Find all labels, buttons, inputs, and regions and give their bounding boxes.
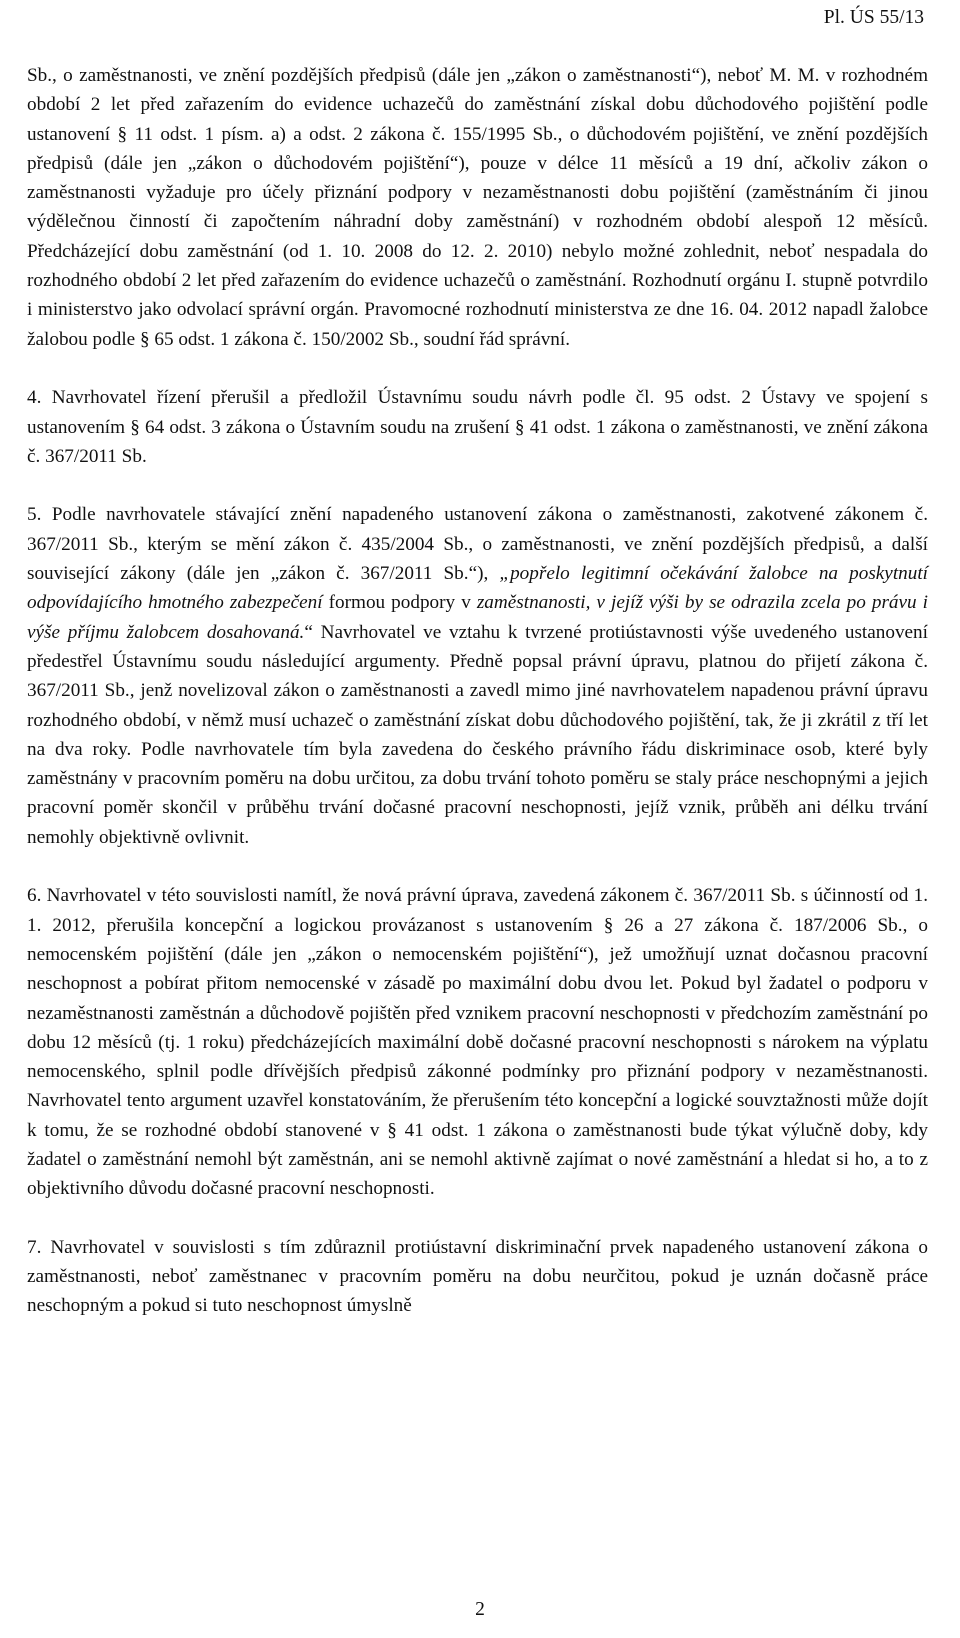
paragraph-5-quote-italic-2: zaměstnanosti, v jejíž výši by se odrazila zcela po právu i výše příjmu žalobcem dosahovaná. [27, 592, 928, 643]
paragraph-4: 4. Navrhovatel řízení přerušil a předložil Ústavnímu soudu návrh podle čl. 95 odst. 2 Ústavy ve spojení s ustanovením § 64 odst. 3 zákona o Ústavním soudu na zrušení § 41 odst. 1 zákona o zaměstnanosti, ve znění zákona č. 367/2011 Sb. [27, 387, 928, 467]
document-body [27, 61, 928, 1350]
paragraph-6: 6. Navrhovatel v této souvislosti namítl, že nová právní úprava, zavedená zákonem č. 367/2011 Sb. s účinností od 1. 1. 2012, přerušila koncepční a logickou provázanost s ustanovením § 26 a 27 zákona č. 187/2006 Sb., o nemocenském pojištění (dále jen „zákon o nemocenském pojištění“), jež umožňují uznat dočasnou pracovní neschopnost a pobírat přitom nemocenské v zásadě po maximální dobu dvou let. Pokud byl žadatel o podporu v nezaměstnanosti zaměstnán a důchodově pojištěn před vznikem pracovní neschopnosti v předchozím zaměstnání po dobu 12 měsíců (tj. 1 roku) předcházejících maximální době dočasné pracovní neschopnosti s nárokem na výplatu nemocenského, splnil podle dřívějších předpisů zákonné podmínky pro přiznání podpory v nezaměstnanosti. Navrhovatel tento argument uzavřel konstatováním, že přerušením této koncepční a logické souvztažnosti může dojít k tomu, že se rozhodné období stanovené v § 41 odst. 1 zákona o zaměstnanosti bude týkat výlučně doby, kdy žadatel o zaměstnání nemohl být zaměstnán, ani se nemohl aktivně zajímat o nové zaměstnání a hledat si ho, a to z objektivního důvodu dočasné pracovní neschopnosti. [27, 885, 928, 1200]
paragraph-5-quote-italic: „popřelo legitimní očekávání žalobce na poskytnutí odpovídajícího hmotného zabezpečení [27, 563, 929, 614]
paragraph-5-text-b: formou podpory v [322, 592, 477, 614]
paragraph-5 [27, 500, 928, 852]
paragraph-intro: Sb., o zaměstnanosti, ve znění pozdějších předpisů (dále jen „zákon o zaměstnanosti“), neboť M. M. v rozhodném období 2 let před zařazením do evidence uchazečů do zaměstnání získal dobu důchodového pojištění podle ustanovení § 11 odst. 1 písm. a) a odst. 2 zákona č. 155/1995 Sb., o důchodovém pojištění, ve znění pozdějších předpisů (dále jen „zákon o důchodovém pojištění“), pouze v délce 11 měsíců a 19 dní, ačkoliv zákon o zaměstnanosti vyžaduje pro účely přiznání podpory v nezaměstnanosti dobu pojištění (zaměstnáním či jinou výdělečnou činností či započtením náhradní doby zaměstnání) v rozhodném období alespoň 12 měsíců. Předcházející dobu zaměstnání (od 1. 10. 2008 do 12. 2. 2010) nebylo možné zohlednit, neboť nespadala do rozhodného období 2 let před zařazením do evidence uchazečů o zaměstnání. Rozhodnutí orgánu I. stupně potvrdilo i ministerstvo jako odvolací správní orgán. Pravomocné rozhodnutí ministerstva ze dne 16. 04. 2012 napadl žalobce žalobou podle § 65 odst. 1 zákona č. 150/2002 Sb., soudní řád správní. [27, 65, 928, 350]
case-reference: Pl. ÚS 55/13 [823, 7, 924, 28]
paragraph-7: 7. Navrhovatel v souvislosti s tím zdůraznil protiústavní diskriminační prvek napadeného ustanovení zákona o zaměstnanosti, neboť zaměstnanec v pracovním poměru na dobu neurčitou, pokud je uznán dočasně práce neschopným a pokud si tuto neschopnost úmyslně [27, 1236, 928, 1317]
paragraph-5-text-c: “ Navrhovatel ve vztahu k tvrzené protiústavnosti výše uvedeného ustanovení předestřel Ústavnímu soudu následující argumenty. Předně popsal právní úpravu, platnou do přijetí zákona č. 367/2011 Sb., jenž novelizoval zákon o zaměstnanosti a zavedl mimo jiné navrhovatelem napadenou právní úpravu rozhodného období, v němž musí uchazeč o zaměstnání získat dobu důchodového pojištění, tak, že ji zkrátil z tří let na dva roky. Podle navrhovatele tím byla zavedena do českého právního řádu diskriminace osob, které byly zaměstnány v pracovním poměru na dobu určitou, za dobu trvání tohoto poměru se staly práce neschopnými a jejich pracovní poměr skončil v průběhu trvání dočasné pracovní neschopnosti, jejíž vznik, průběh ani délku trvání nemohly objektivně ovlivnit. [27, 621, 928, 848]
paragraph-5-text-a: 5. Podle navrhovatele stávající znění napadeného ustanovení zákona o zaměstnanosti, zakotvené zákonem č. 367/2011 Sb., kterým se mění zákon č. 435/2004 Sb., o zaměstnanosti, ve znění pozdějších předpisů, a další související zákony (dále jen „zákon č. 367/2011 Sb.“), [27, 504, 928, 585]
page-number: 2 [475, 1599, 485, 1620]
